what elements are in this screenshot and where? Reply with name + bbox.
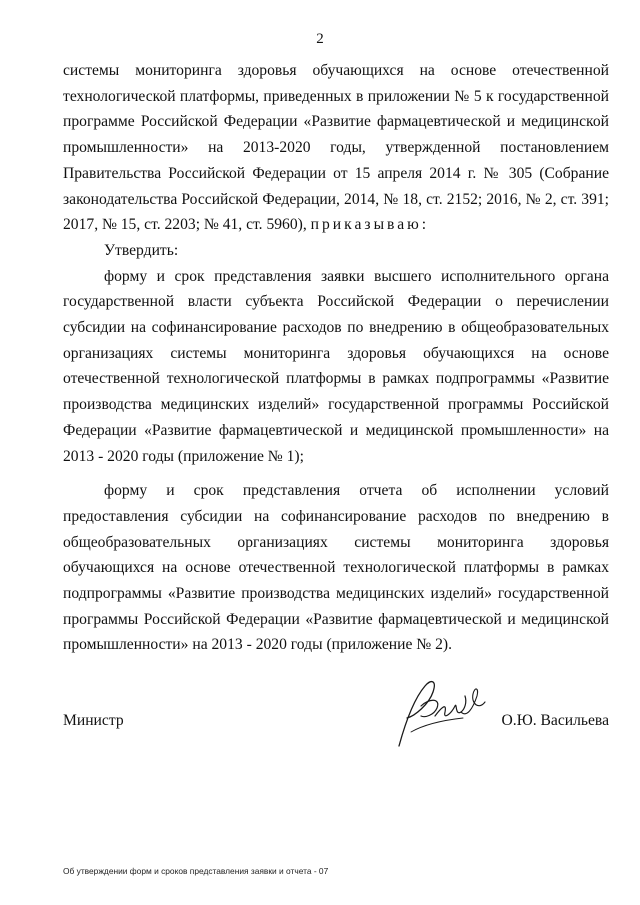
document-body <box>63 58 609 658</box>
order-word: приказываю: <box>310 216 430 234</box>
handwritten-signature <box>391 672 491 752</box>
preamble-text: системы мониторинга здоровья обучающихся на основе отечественной технологической платформы, приведенных в приложении № 5 к государственной программе Российской Федерации «Развитие фармацевтической и медицинской промышленности» на 2013-2020 годы, утвержденной постановлением Правительства Российской Федерации от 15 апреля 2014 г. № 305 (Собрание законодательства Российской Федерации, 2014, № 18, ст. 2152; 2016, № 2, ст. 391; 2017, № 15, ст. 2203; № 41, ст. 5960), <box>63 62 609 234</box>
signer-name: О.Ю. Васильева <box>501 712 609 729</box>
signer-position: Министр <box>63 712 124 729</box>
paragraph-preamble <box>63 58 609 238</box>
signature-block <box>63 672 609 762</box>
footer-note: Об утверждении форм и сроков представления заявки и отчета - 07 <box>63 866 329 876</box>
paragraph-approve: Утвердить: <box>104 241 179 259</box>
paragraph-item-2: форму и срок представления отчета об исполнении условий предоставления субсидии на софинансирование расходов по внедрению в общеобразовательных организациях системы мониторинга здоровья обучающихся на основе отечественной технологической платформы в рамках подпрограммы «Развитие производства медицинских изделий» государственной программы Российской Федерации «Развитие фармацевтической и медицинской промышленности» на 2013 - 2020 годы (приложение № 2). <box>63 482 609 654</box>
page-number: 2 <box>316 31 324 47</box>
paragraph-item-1: форму и срок представления заявки высшего исполнительного органа государственной власти субъекта Российской Федерации о перечислении субсидии на софинансирование расходов по внедрению в общеобразовательных организациях системы мониторинга здоровья обучающихся на основе отечественной технологической платформы в рамках подпрограммы «Развитие производства медицинских изделий» государственной программы Российской Федерации «Развитие фармацевтической и медицинской промышленности» на 2013 - 2020 годы (приложение № 1); <box>63 267 609 465</box>
